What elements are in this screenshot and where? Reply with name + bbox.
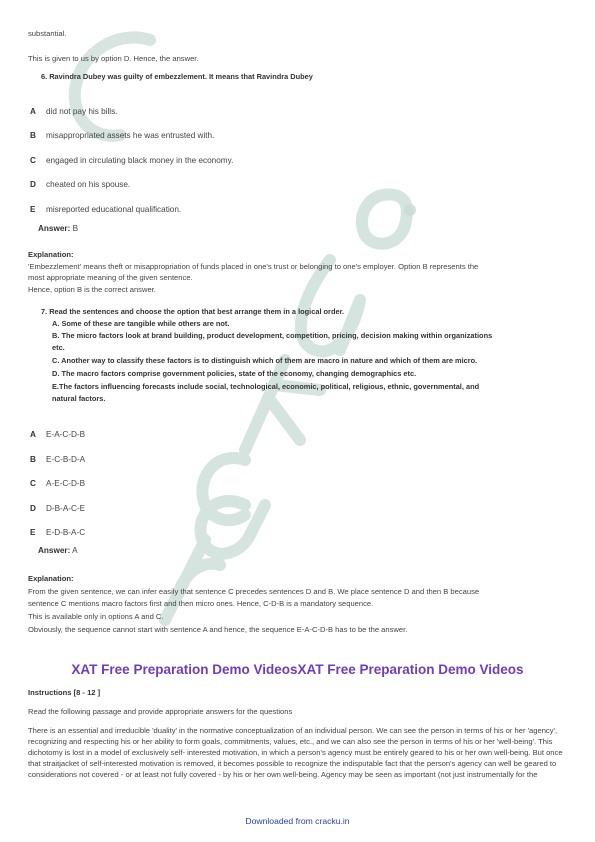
instructions-label: Instructions [8 - 12 ] [28,688,101,697]
answer-label: Answer: [38,546,71,555]
q7-explanation-line-2: sentence C mentions macro factors first and then micro ones. Hence, C-D-B is a mandatory sequence. [28,599,374,608]
answer-value: B [72,224,79,233]
instructions-line: Read the following passage and provide appropriate answers for the questions [28,707,293,716]
option-letter: C [30,156,36,165]
option-letter: B [30,455,36,464]
promo-heading-link[interactable]: XAT Free Preparation Demo VideosXAT Free Preparation Demo Videos [71,662,524,677]
q6-given-text: This is given to us by option D. Hence, the answer. [28,54,199,63]
passage-text: There is an essential and irreducible 'duality' in the normative conceptualization of an individual person. We can see the person in terms of his or her 'agency', recognizing and respecting his or her ability to form goals, commitments, values, etc., and we can also see the person in terms of his or her 'well-being'. This dichotomy is lost in a model of exclusively self- interested motivation, in which a person's agency must be entirely geared to his or her own well-being. But once that straitjacket of self-interested motivation is removed, it becomes possible to recognize the indisputable fact that the person's agency can well be geared to considerations not covered - or at least not fully covered - by his or her own well-being. Agency may be seen as important (not just instrumentally for the [28,726,563,779]
q7-sentence-d: D. The macro factors comprise government policies, state of the economy, changing demographics etc. [52,369,417,378]
q6-explanation-line-3: Hence, option B is the correct answer. [28,285,156,294]
option-letter: C [30,479,36,488]
answer-label: Answer: [38,224,71,233]
option-letter: A [30,430,36,439]
q7-sentence-b: B. The micro factors look at brand building, product development, competition, pricing, decision making within organizations [52,331,493,340]
option-text: E-D-B-A-C [46,528,86,537]
q7-option-b[interactable] [30,455,85,464]
q7-explanation-line-4: Obviously, the sequence cannot start with sentence A and hence, the sequence E-A-C-D-B has to be the answer. [28,625,408,634]
q6-explanation-line-2: most appropriate meaning of the given sentence. [28,273,193,282]
previous-answer-fragment: substantial. [28,29,67,38]
option-letter: B [30,131,36,140]
q6-option-c[interactable] [30,156,233,165]
q7-sentence-e: E.The factors influencing forecasts include social, technological, economic, political, religious, ethnic, governmental, and [52,382,480,391]
q7-explanation-line-1: From the given sentence, we can infer easily that sentence C precedes sentences D and B. We place sentence D and then B because [28,587,480,596]
q6-explanation-line-1: 'Embezzlement' means theft or misappropriation of funds placed in one's trust or belonging to one's employer. Option B represents the [28,262,479,271]
q7-option-e[interactable] [30,528,85,537]
option-letter: A [30,107,36,116]
q6-option-a[interactable] [30,107,117,116]
option-text: A-E-C-D-B [46,479,86,488]
option-text: E-A-C-D-B [46,430,86,439]
q7-option-d[interactable] [30,504,85,513]
q6-question: 6. Ravindra Dubey was guilty of embezzlement. It means that Ravindra Dubey [41,72,313,81]
q6-answer [38,224,78,233]
q6-option-d[interactable] [30,180,130,189]
q7-option-a[interactable] [30,430,85,439]
q7-sentence-c: C. Another way to classify these factors is to distinguish which of them are macro in nature and which of them are micro. [52,356,478,365]
q6-option-b[interactable] [30,131,214,140]
q7-explanation-line-3: This is available only in options A and C. [28,612,164,621]
option-text: D-B-A-C-E [46,504,86,513]
footer-download-link[interactable]: Downloaded from cracku.in [245,816,350,826]
option-text: cheated on his spouse. [46,180,131,189]
option-letter: E [30,528,36,537]
q7-option-c[interactable] [30,479,85,488]
option-letter: D [30,180,36,189]
q7-question: 7. Read the sentences and choose the option that best arrange them in a logical order. [41,307,345,316]
q7-explanation-label: Explanation: [28,574,74,583]
q7-answer [38,546,78,555]
option-text: did not pay his bills. [46,107,118,116]
answer-value: A [72,546,78,555]
q7-sentence-b-cont: etc. [52,343,65,352]
option-text: misappropriated assets he was entrusted with. [46,131,215,140]
option-text: misreported educational qualification. [46,205,182,214]
option-letter: E [30,205,36,214]
option-letter: D [30,504,36,513]
option-text: engaged in circulating black money in the economy. [46,156,234,165]
option-text: E-C-B-D-A [46,455,86,464]
q6-explanation-label: Explanation: [28,250,74,259]
q7-sentence-e-cont: natural factors. [52,394,106,403]
q7-sentence-a: A. Some of these are tangible while others are not. [52,319,230,328]
q6-option-e[interactable] [30,205,181,214]
